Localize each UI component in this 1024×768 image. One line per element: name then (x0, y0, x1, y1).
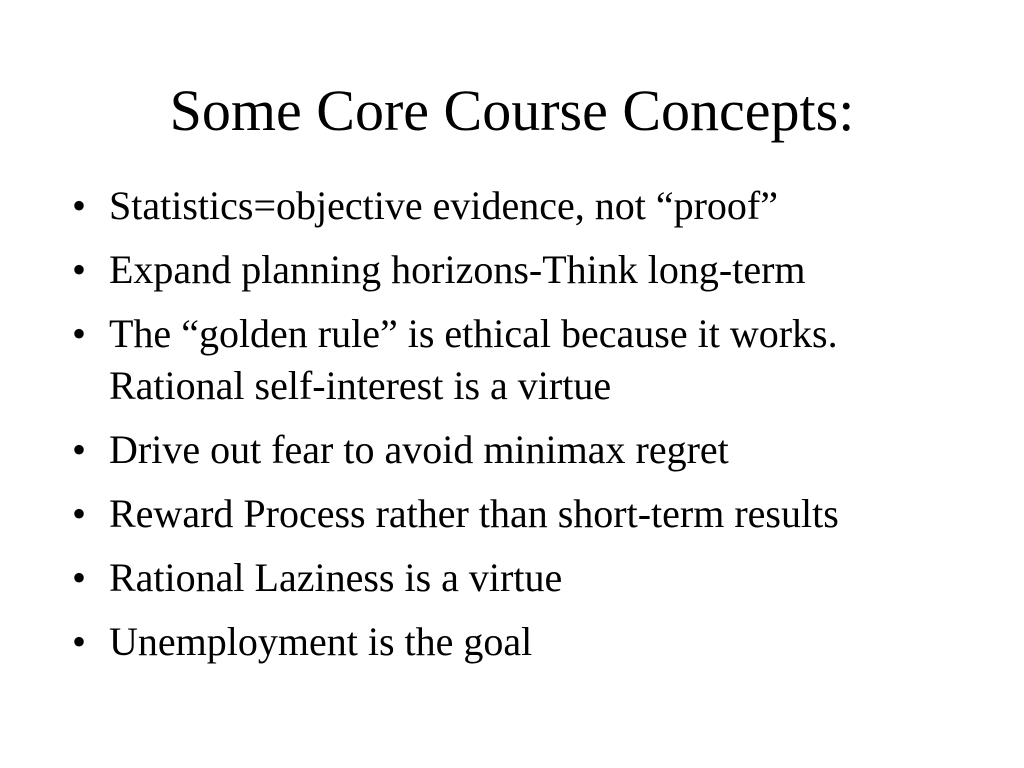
bullet-icon: • (72, 183, 87, 228)
bullet-list (72, 180, 972, 680)
bullet-icon: • (72, 247, 87, 292)
bullet-icon: • (72, 619, 87, 664)
bullet-text: Rational Laziness is a virtue (109, 555, 563, 600)
bullet-item (72, 616, 972, 668)
bullet-text: The “golden rule” is ethical because it works. Rational self-interest is a virtue (109, 311, 838, 408)
bullet-text: Reward Process rather than short-term results (109, 491, 839, 536)
bullet-icon: • (72, 491, 87, 536)
bullet-icon: • (72, 427, 87, 472)
bullet-item (72, 244, 972, 296)
bullet-text: Statistics=objective evidence, not “proof” (109, 183, 779, 228)
bullet-item (72, 308, 972, 412)
bullet-text: Unemployment is the goal (109, 619, 533, 664)
bullet-item (72, 424, 972, 476)
bullet-text: Expand planning horizons-Think long-term (109, 247, 806, 292)
bullet-icon: • (72, 555, 87, 600)
bullet-item (72, 552, 972, 604)
slide-title: Some Core Course Concepts: (169, 78, 855, 143)
bullet-text: Drive out fear to avoid minimax regret (109, 427, 729, 472)
bullet-item (72, 180, 972, 232)
bullet-item (72, 488, 972, 540)
bullet-icon: • (72, 311, 87, 356)
